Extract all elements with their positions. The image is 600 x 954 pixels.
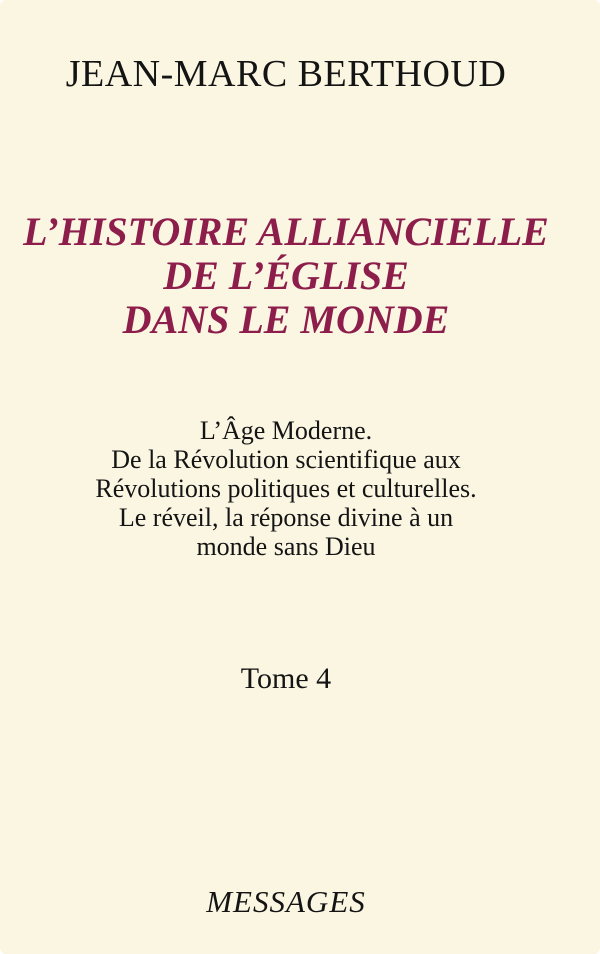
- book-title: [0, 210, 600, 342]
- book-title-line-2: DE L’ÉGLISE: [163, 253, 409, 298]
- book-title-line-3: DANS LE MONDE: [122, 297, 450, 342]
- subtitle-line-2: De la Révolution scientifique aux: [111, 445, 461, 474]
- subtitle-line-4: Le réveil, la réponse divine à un: [118, 503, 454, 532]
- book-subtitle: [0, 416, 600, 561]
- subtitle-line-1: L’Âge Moderne.: [199, 416, 373, 445]
- author-name: JEAN-MARC BERTHOUD: [65, 53, 507, 95]
- volume-label: Tome 4: [240, 662, 332, 695]
- subtitle-line-5: monde sans Dieu: [196, 532, 376, 561]
- subtitle-line-3: Révolutions politiques et culturelles.: [95, 474, 477, 503]
- book-title-line-1: L’HISTOIRE ALLIANCIELLE: [23, 209, 549, 254]
- publisher-name: MESSAGES: [206, 884, 366, 919]
